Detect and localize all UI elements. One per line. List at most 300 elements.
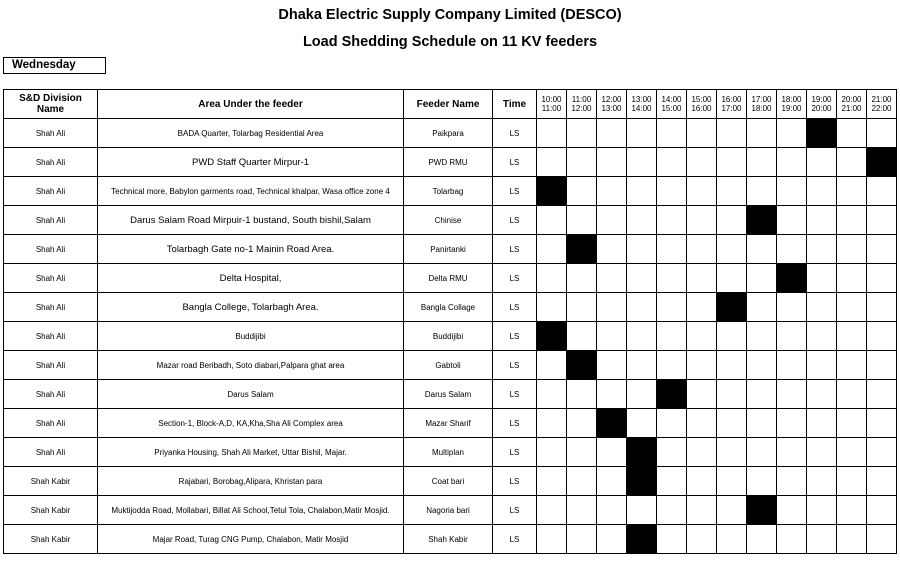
time-cell: LS bbox=[493, 177, 537, 206]
slot-cell bbox=[807, 496, 837, 525]
slot-end: 19:00 bbox=[781, 104, 802, 113]
time-cell: LS bbox=[493, 322, 537, 351]
slot-cell bbox=[807, 351, 837, 380]
slot-cell bbox=[687, 525, 717, 554]
slot-start: 12:00 bbox=[601, 95, 622, 104]
slot-start: 18:00 bbox=[781, 95, 802, 104]
slot-cell bbox=[657, 438, 687, 467]
slot-cell bbox=[807, 206, 837, 235]
table-row bbox=[4, 351, 897, 380]
time-slot-header bbox=[657, 90, 687, 119]
division-cell: Shah Kabir bbox=[4, 525, 98, 554]
slot-cell bbox=[537, 525, 567, 554]
slot-cell bbox=[837, 380, 867, 409]
slot-cell bbox=[537, 409, 567, 438]
slot-cell bbox=[717, 148, 747, 177]
slot-cell bbox=[537, 235, 567, 264]
time-cell: LS bbox=[493, 351, 537, 380]
slot-cell bbox=[657, 148, 687, 177]
shed-slot-cell bbox=[537, 322, 567, 351]
slot-end: 13:00 bbox=[601, 104, 622, 113]
slot-end: 17:00 bbox=[721, 104, 742, 113]
slot-cell bbox=[657, 322, 687, 351]
slot-start: 16:00 bbox=[721, 95, 742, 104]
slot-cell bbox=[657, 496, 687, 525]
slot-cell bbox=[807, 409, 837, 438]
slot-cell bbox=[687, 264, 717, 293]
slot-start: 15:00 bbox=[691, 95, 712, 104]
area-cell: Darus Salam bbox=[98, 380, 404, 409]
header-row bbox=[4, 90, 897, 119]
slot-cell bbox=[597, 467, 627, 496]
shed-slot-cell bbox=[627, 438, 657, 467]
time-cell: LS bbox=[493, 293, 537, 322]
slot-cell bbox=[867, 496, 897, 525]
slot-cell bbox=[717, 525, 747, 554]
slot-cell bbox=[537, 264, 567, 293]
time-cell: LS bbox=[493, 206, 537, 235]
slot-cell bbox=[657, 409, 687, 438]
slot-cell bbox=[867, 322, 897, 351]
slot-cell bbox=[837, 235, 867, 264]
slot-cell bbox=[567, 293, 597, 322]
slot-cell bbox=[657, 264, 687, 293]
shed-slot-cell bbox=[747, 496, 777, 525]
slot-cell bbox=[777, 119, 807, 148]
slot-cell bbox=[807, 380, 837, 409]
feeder-cell: Darus Salam bbox=[404, 380, 493, 409]
slot-start: 20:00 bbox=[841, 95, 862, 104]
slot-cell bbox=[777, 148, 807, 177]
slot-cell bbox=[627, 264, 657, 293]
slot-cell bbox=[567, 119, 597, 148]
table-body bbox=[4, 119, 897, 554]
slot-cell bbox=[837, 148, 867, 177]
slot-cell bbox=[687, 380, 717, 409]
slot-cell bbox=[867, 351, 897, 380]
table-row bbox=[4, 293, 897, 322]
slot-cell bbox=[867, 177, 897, 206]
shed-slot-cell bbox=[777, 264, 807, 293]
shed-slot-cell bbox=[597, 409, 627, 438]
table-row bbox=[4, 409, 897, 438]
shed-slot-cell bbox=[537, 177, 567, 206]
time-slot-header bbox=[777, 90, 807, 119]
shed-slot-cell bbox=[627, 467, 657, 496]
slot-cell bbox=[657, 525, 687, 554]
header-area: Area Under the feeder bbox=[98, 90, 404, 119]
slot-cell bbox=[837, 119, 867, 148]
slot-cell bbox=[717, 206, 747, 235]
feeder-cell: Buddijibi bbox=[404, 322, 493, 351]
slot-cell bbox=[627, 235, 657, 264]
slot-cell bbox=[837, 206, 867, 235]
slot-cell bbox=[537, 496, 567, 525]
area-cell: Priyanka Housing, Shah Ali Market, Uttar Bishil, Majar. bbox=[98, 438, 404, 467]
shed-slot-cell bbox=[867, 148, 897, 177]
division-cell: Shah Ali bbox=[4, 119, 98, 148]
slot-cell bbox=[537, 148, 567, 177]
feeder-cell: Delta RMU bbox=[404, 264, 493, 293]
table-row bbox=[4, 148, 897, 177]
slot-cell bbox=[807, 293, 837, 322]
division-cell: Shah Ali bbox=[4, 351, 98, 380]
header-division: S&D Division Name bbox=[4, 90, 98, 119]
slot-cell bbox=[717, 409, 747, 438]
slot-cell bbox=[777, 235, 807, 264]
table-row bbox=[4, 322, 897, 351]
slot-end: 20:00 bbox=[811, 104, 832, 113]
time-slot-header bbox=[747, 90, 777, 119]
time-slot-header bbox=[837, 90, 867, 119]
slot-cell bbox=[597, 148, 627, 177]
slot-end: 14:00 bbox=[631, 104, 652, 113]
feeder-cell: Tolarbag bbox=[404, 177, 493, 206]
slot-cell bbox=[687, 322, 717, 351]
shed-slot-cell bbox=[627, 525, 657, 554]
slot-cell bbox=[837, 409, 867, 438]
slot-cell bbox=[657, 293, 687, 322]
slot-cell bbox=[537, 467, 567, 496]
division-cell: Shah Ali bbox=[4, 177, 98, 206]
division-cell: Shah Ali bbox=[4, 409, 98, 438]
slot-cell bbox=[807, 235, 837, 264]
slot-cell bbox=[627, 496, 657, 525]
slot-cell bbox=[807, 322, 837, 351]
slot-cell bbox=[657, 119, 687, 148]
slot-cell bbox=[687, 351, 717, 380]
slot-end: 18:00 bbox=[751, 104, 772, 113]
slot-cell bbox=[777, 206, 807, 235]
slot-cell bbox=[567, 438, 597, 467]
division-cell: Shah Kabir bbox=[4, 496, 98, 525]
schedule-title: Load Shedding Schedule on 11 KV feeders bbox=[302, 34, 598, 50]
slot-cell bbox=[717, 264, 747, 293]
slot-cell bbox=[777, 293, 807, 322]
slot-cell bbox=[867, 380, 897, 409]
slot-start: 10:00 bbox=[541, 95, 562, 104]
slot-cell bbox=[687, 177, 717, 206]
time-slot-header bbox=[807, 90, 837, 119]
slot-cell bbox=[717, 235, 747, 264]
slot-cell bbox=[747, 322, 777, 351]
header-time: Time bbox=[493, 90, 537, 119]
slot-cell bbox=[717, 467, 747, 496]
slot-cell bbox=[537, 380, 567, 409]
area-cell: Muktijodda Road, Mollabari, Billat Ali School,Tetul Tola, Chalabon,Matir Mosjid. bbox=[98, 496, 404, 525]
slot-cell bbox=[837, 438, 867, 467]
shed-slot-cell bbox=[747, 206, 777, 235]
company-title: Dhaka Electric Supply Company Limited (DESCO) bbox=[278, 7, 622, 23]
slot-cell bbox=[597, 525, 627, 554]
slot-cell bbox=[687, 206, 717, 235]
feeder-cell: Panirtanki bbox=[404, 235, 493, 264]
slot-cell bbox=[777, 351, 807, 380]
slot-cell bbox=[747, 467, 777, 496]
table-row bbox=[4, 206, 897, 235]
table-row bbox=[4, 496, 897, 525]
time-cell: LS bbox=[493, 409, 537, 438]
slot-cell bbox=[597, 380, 627, 409]
slot-cell bbox=[627, 119, 657, 148]
shed-slot-cell bbox=[717, 293, 747, 322]
slot-cell bbox=[537, 119, 567, 148]
slot-cell bbox=[657, 206, 687, 235]
slot-cell bbox=[747, 525, 777, 554]
slot-cell bbox=[537, 206, 567, 235]
area-cell: Technical more, Babylon garments road, Technical khalpar, Wasa office zone 4 bbox=[98, 177, 404, 206]
slot-cell bbox=[807, 467, 837, 496]
slot-cell bbox=[567, 409, 597, 438]
slot-cell bbox=[747, 264, 777, 293]
slot-cell bbox=[657, 351, 687, 380]
slot-cell bbox=[747, 438, 777, 467]
slot-cell bbox=[867, 119, 897, 148]
slot-cell bbox=[567, 177, 597, 206]
slot-cell bbox=[597, 496, 627, 525]
slot-cell bbox=[567, 496, 597, 525]
feeder-cell: Shah Kabir bbox=[404, 525, 493, 554]
slot-cell bbox=[807, 264, 837, 293]
division-cell: Shah Ali bbox=[4, 293, 98, 322]
slot-cell bbox=[597, 206, 627, 235]
shed-slot-cell bbox=[657, 380, 687, 409]
slot-end: 21:00 bbox=[841, 104, 862, 113]
table-row bbox=[4, 177, 897, 206]
slot-cell bbox=[867, 206, 897, 235]
slot-cell bbox=[837, 525, 867, 554]
slot-cell bbox=[777, 496, 807, 525]
slot-cell bbox=[747, 177, 777, 206]
slot-cell bbox=[867, 438, 897, 467]
slot-cell bbox=[567, 322, 597, 351]
slot-cell bbox=[717, 322, 747, 351]
slot-cell bbox=[837, 177, 867, 206]
slot-cell bbox=[747, 409, 777, 438]
slot-cell bbox=[627, 380, 657, 409]
slot-cell bbox=[747, 235, 777, 264]
slot-start: 13:00 bbox=[631, 95, 652, 104]
slot-cell bbox=[837, 322, 867, 351]
slot-cell bbox=[867, 525, 897, 554]
time-cell: LS bbox=[493, 235, 537, 264]
slot-cell bbox=[627, 177, 657, 206]
slot-cell bbox=[567, 148, 597, 177]
slot-cell bbox=[657, 235, 687, 264]
slot-cell bbox=[807, 148, 837, 177]
area-cell: Tolarbagh Gate no-1 Mainin Road Area. bbox=[98, 235, 404, 264]
slot-end: 22:00 bbox=[871, 104, 892, 113]
feeder-cell: Bangla Collage bbox=[404, 293, 493, 322]
shed-slot-cell bbox=[567, 235, 597, 264]
table-row bbox=[4, 525, 897, 554]
slot-cell bbox=[627, 351, 657, 380]
area-cell: Mazar road Beribadh, Soto diabari,Palpara ghat area bbox=[98, 351, 404, 380]
table-row bbox=[4, 380, 897, 409]
feeder-cell: Nagoria bari bbox=[404, 496, 493, 525]
division-cell: Shah Kabir bbox=[4, 467, 98, 496]
slot-cell bbox=[777, 380, 807, 409]
division-cell: Shah Ali bbox=[4, 380, 98, 409]
slot-cell bbox=[777, 467, 807, 496]
slot-cell bbox=[537, 293, 567, 322]
slot-cell bbox=[867, 467, 897, 496]
slot-cell bbox=[867, 264, 897, 293]
slot-cell bbox=[717, 177, 747, 206]
slot-cell bbox=[837, 351, 867, 380]
area-cell: Delta Hospital, bbox=[98, 264, 404, 293]
slot-cell bbox=[807, 438, 837, 467]
slot-cell bbox=[777, 177, 807, 206]
slot-cell bbox=[567, 525, 597, 554]
slot-end: 15:00 bbox=[661, 104, 682, 113]
feeder-cell: Multiplan bbox=[404, 438, 493, 467]
time-slot-header bbox=[717, 90, 747, 119]
slot-cell bbox=[597, 177, 627, 206]
slot-cell bbox=[687, 496, 717, 525]
table-row bbox=[4, 467, 897, 496]
area-cell: BADA Quarter, Tolarbag Residential Area bbox=[98, 119, 404, 148]
slot-cell bbox=[717, 380, 747, 409]
table-row bbox=[4, 235, 897, 264]
slot-start: 21:00 bbox=[871, 95, 892, 104]
time-slot-header bbox=[597, 90, 627, 119]
time-slot-header bbox=[627, 90, 657, 119]
slot-start: 11:00 bbox=[571, 95, 592, 104]
slot-cell bbox=[627, 293, 657, 322]
slot-cell bbox=[687, 293, 717, 322]
slot-cell bbox=[627, 206, 657, 235]
slot-cell bbox=[747, 119, 777, 148]
slot-cell bbox=[687, 235, 717, 264]
time-cell: LS bbox=[493, 148, 537, 177]
slot-start: 19:00 bbox=[811, 95, 832, 104]
feeder-cell: Gabtoli bbox=[404, 351, 493, 380]
slot-cell bbox=[867, 293, 897, 322]
day-label: Wednesday bbox=[3, 57, 106, 74]
slot-cell bbox=[687, 467, 717, 496]
area-cell: Rajabari, Borobag,Alipara, Khristan para bbox=[98, 467, 404, 496]
slot-cell bbox=[747, 351, 777, 380]
division-cell: Shah Ali bbox=[4, 322, 98, 351]
table-row bbox=[4, 438, 897, 467]
time-cell: LS bbox=[493, 496, 537, 525]
slot-cell bbox=[567, 264, 597, 293]
time-slot-header bbox=[567, 90, 597, 119]
time-cell: LS bbox=[493, 438, 537, 467]
division-cell: Shah Ali bbox=[4, 148, 98, 177]
slot-cell bbox=[837, 293, 867, 322]
slot-cell bbox=[687, 119, 717, 148]
time-cell: LS bbox=[493, 119, 537, 148]
table-row bbox=[4, 264, 897, 293]
feeder-cell: Chinise bbox=[404, 206, 493, 235]
slot-cell bbox=[687, 409, 717, 438]
division-cell: Shah Ali bbox=[4, 264, 98, 293]
area-cell: Bangla College, Tolarbagh Area. bbox=[98, 293, 404, 322]
slot-cell bbox=[867, 235, 897, 264]
slot-cell bbox=[777, 438, 807, 467]
slot-cell bbox=[597, 438, 627, 467]
feeder-cell: Mazar Sharif bbox=[404, 409, 493, 438]
slot-cell bbox=[567, 206, 597, 235]
area-cell: Majar Road, Turag CNG Pump, Chalabon, Matir Mosjid bbox=[98, 525, 404, 554]
time-slot-header bbox=[867, 90, 897, 119]
slot-cell bbox=[867, 409, 897, 438]
slot-end: 16:00 bbox=[691, 104, 712, 113]
slot-cell bbox=[597, 293, 627, 322]
slot-cell bbox=[627, 148, 657, 177]
feeder-cell: Paikpara bbox=[404, 119, 493, 148]
feeder-cell: PWD RMU bbox=[404, 148, 493, 177]
slot-cell bbox=[777, 409, 807, 438]
slot-cell bbox=[597, 264, 627, 293]
division-cell: Shah Ali bbox=[4, 206, 98, 235]
shed-slot-cell bbox=[567, 351, 597, 380]
shed-slot-cell bbox=[807, 119, 837, 148]
feeder-cell: Coat bari bbox=[404, 467, 493, 496]
time-cell: LS bbox=[493, 380, 537, 409]
slot-cell bbox=[537, 438, 567, 467]
division-cell: Shah Ali bbox=[4, 235, 98, 264]
slot-cell bbox=[627, 322, 657, 351]
slot-cell bbox=[597, 351, 627, 380]
slot-cell bbox=[717, 438, 747, 467]
slot-cell bbox=[537, 351, 567, 380]
area-cell: Section-1, Block-A,D, KA,Kha,Sha Ali Complex area bbox=[98, 409, 404, 438]
slot-cell bbox=[807, 525, 837, 554]
slot-cell bbox=[657, 177, 687, 206]
slot-cell bbox=[717, 496, 747, 525]
slot-start: 14:00 bbox=[661, 95, 682, 104]
time-slot-header bbox=[537, 90, 567, 119]
slot-end: 12:00 bbox=[571, 104, 592, 113]
slot-cell bbox=[807, 177, 837, 206]
table-row bbox=[4, 119, 897, 148]
slot-cell bbox=[837, 264, 867, 293]
slot-cell bbox=[627, 409, 657, 438]
slot-cell bbox=[747, 293, 777, 322]
area-cell: PWD Staff Quarter Mirpur-1 bbox=[98, 148, 404, 177]
slot-cell bbox=[747, 380, 777, 409]
time-cell: LS bbox=[493, 467, 537, 496]
time-slot-header bbox=[687, 90, 717, 119]
slot-end: 11:00 bbox=[541, 104, 562, 113]
header-feeder: Feeder Name bbox=[404, 90, 493, 119]
load-shedding-table bbox=[3, 89, 897, 554]
slot-cell bbox=[597, 322, 627, 351]
area-cell: Darus Salam Road Mirpuir-1 bustand, South bishil,Salam bbox=[98, 206, 404, 235]
slot-cell bbox=[747, 148, 777, 177]
slot-start: 17:00 bbox=[751, 95, 772, 104]
slot-cell bbox=[717, 119, 747, 148]
slot-cell bbox=[567, 380, 597, 409]
slot-cell bbox=[567, 467, 597, 496]
slot-cell bbox=[837, 467, 867, 496]
slot-cell bbox=[687, 438, 717, 467]
time-cell: LS bbox=[493, 264, 537, 293]
slot-cell bbox=[777, 322, 807, 351]
slot-cell bbox=[837, 496, 867, 525]
time-cell: LS bbox=[493, 525, 537, 554]
slot-cell bbox=[597, 119, 627, 148]
slot-cell bbox=[777, 525, 807, 554]
slot-cell bbox=[717, 351, 747, 380]
slot-cell bbox=[687, 148, 717, 177]
slot-cell bbox=[597, 235, 627, 264]
slot-cell bbox=[657, 467, 687, 496]
division-cell: Shah Ali bbox=[4, 438, 98, 467]
